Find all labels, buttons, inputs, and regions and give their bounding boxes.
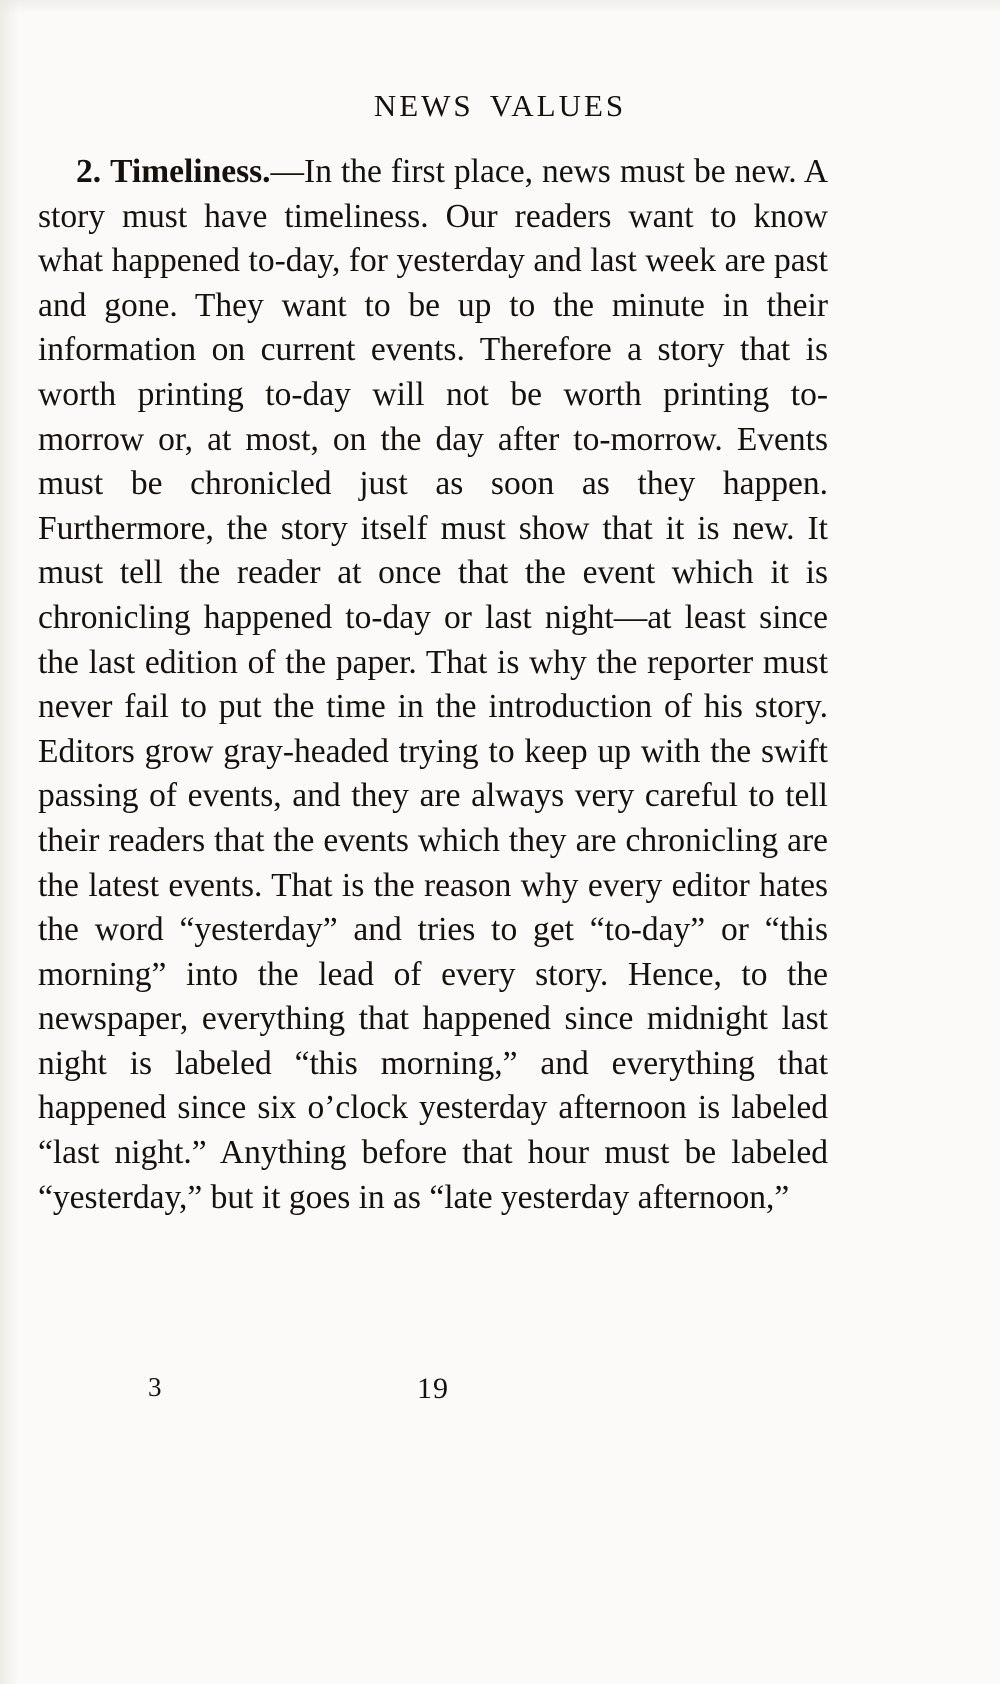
running-head: NEWS VALUES [373,88,627,123]
page-number: 19 [417,1372,449,1405]
paragraph-text: —In the first place, news must be new. A story must have timeliness. Our readers want to know what happened to-day, for yesterday and last week are past and gone. They want to be up to the minute in their information on current events. Therefore a story that is worth printing to-day will not be worth printing to-morrow or, at most, on the day after to-morrow. Events must be chronicled just as soon as they happen. Furthermore, the story itself must show that it is new. It must tell the reader at once that the event which it is chronicling happened to-day or last night—at least since the last edition of the paper. That is why the reporter must never fail to put the time in the introduction of his story. Editors grow gray-headed trying to keep up with the swift passing of events, and they are always very careful to tell their readers that the events which they are chronicling are the latest events. That is the reason why every editor hates the word “yesterday” and tries to get “to-day” or “this morning” into the lead of every story. Hence, to the newspaper, everything that happened since midnight last night is labeled “this morning,” and everything that happened since six o’clock yesterday afternoon is labeled “last night.” Anything before that hour must be labeled “yesterday,” but it goes in as “late yesterday afternoon,” [38,153,829,1216]
paragraph [38,150,828,1220]
page-footer [38,1372,828,1412]
signature-mark: 3 [148,1372,162,1402]
section-title: Timeliness. [110,153,271,190]
section-number: 2. [76,153,102,190]
scan-edge-top [0,0,1000,14]
scan-edge-left [0,0,18,1684]
body-text-block [38,150,828,1220]
